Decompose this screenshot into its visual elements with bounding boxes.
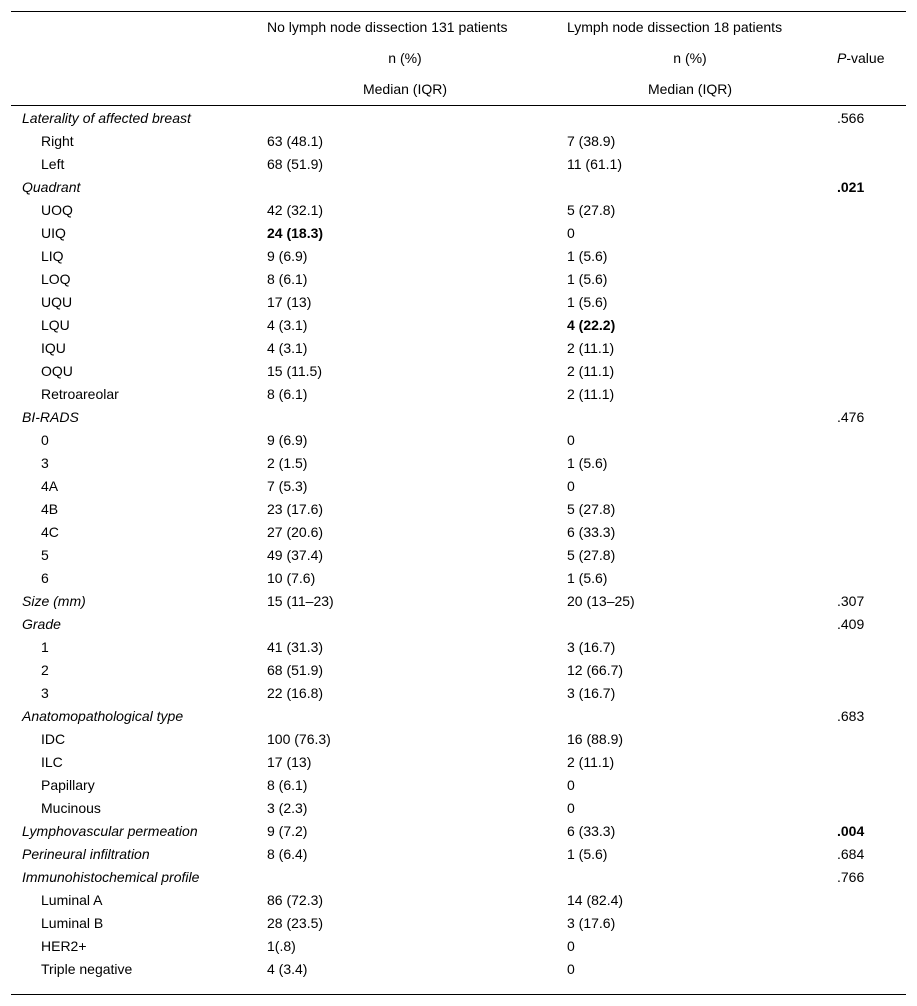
no-dissection-value: 8 (6.1) [267, 777, 308, 793]
header-col-dissection-median: Median (IQR) [647, 81, 733, 97]
row-label: UOQ [41, 202, 73, 218]
no-dissection-value: 86 (72.3) [267, 892, 324, 908]
table-row-category [11, 820, 906, 843]
row-label: Size (mm) [22, 593, 86, 609]
dissection-value: 5 (27.8) [567, 202, 616, 218]
p-value: .307 [837, 593, 865, 609]
dissection-value: 3 (16.7) [567, 639, 616, 655]
row-label: UIQ [41, 225, 66, 241]
table-row [11, 268, 906, 291]
table-row [11, 153, 906, 176]
no-dissection-value: 41 (31.3) [267, 639, 324, 655]
dissection-value: 5 (27.8) [567, 547, 616, 563]
dissection-value: 20 (13–25) [567, 593, 635, 609]
table-row [11, 245, 906, 268]
no-dissection-value: 8 (6.1) [267, 386, 308, 402]
table-row [11, 682, 906, 705]
dissection-value: 0 [567, 225, 575, 241]
no-dissection-value: 22 (16.8) [267, 685, 324, 701]
p-value: .409 [837, 616, 865, 632]
no-dissection-value: 27 (20.6) [267, 524, 324, 540]
row-label: UQU [41, 294, 73, 310]
row-label: Retroareolar [41, 386, 119, 402]
no-dissection-value: 3 (2.3) [267, 800, 308, 816]
row-label: LOQ [41, 271, 71, 287]
row-label: Immunohistochemical profile [22, 869, 200, 885]
table-row [11, 130, 906, 153]
row-label: 1 [41, 639, 49, 655]
row-label: 3 [41, 455, 49, 471]
row-label: LQU [41, 317, 70, 333]
table-row [11, 935, 906, 958]
no-dissection-value: 8 (6.4) [267, 846, 308, 862]
no-dissection-value: 49 (37.4) [267, 547, 324, 563]
header-col-no-dissection-median: Median (IQR) [362, 81, 448, 97]
dissection-value: 11 (61.1) [567, 156, 622, 172]
row-label: 6 [41, 570, 49, 586]
no-dissection-value: 15 (11–23) [267, 593, 334, 609]
row-label: Mucinous [41, 800, 101, 816]
table-row [11, 774, 906, 797]
dissection-value: 4 (22.2) [567, 317, 616, 333]
table-row-category [11, 866, 906, 889]
table-row [11, 958, 906, 981]
row-label: 4B [41, 501, 59, 517]
table-row [11, 521, 906, 544]
no-dissection-value: 42 (32.1) [267, 202, 324, 218]
no-dissection-value: 28 (23.5) [267, 915, 324, 931]
header-bottom-rule [11, 105, 906, 106]
no-dissection-value: 23 (17.6) [267, 501, 324, 517]
row-label: Papillary [41, 777, 95, 793]
no-dissection-value: 2 (1.5) [267, 455, 308, 471]
table-row [11, 659, 906, 682]
table-row-category [11, 705, 906, 728]
table-row [11, 728, 906, 751]
table-row [11, 314, 906, 337]
table-row [11, 291, 906, 314]
row-label: 2 [41, 662, 49, 678]
dissection-value: 0 [567, 938, 575, 954]
row-label: BI-RADS [22, 409, 79, 425]
table-row [11, 544, 906, 567]
p-value: .021 [837, 179, 865, 195]
row-label: Triple negative [41, 961, 133, 977]
row-label: ILC [41, 754, 63, 770]
row-label: Luminal A [41, 892, 103, 908]
row-label: Left [41, 156, 65, 172]
dissection-value: 12 (66.7) [567, 662, 624, 678]
no-dissection-value: 10 (7.6) [267, 570, 316, 586]
no-dissection-value: 17 (13) [267, 754, 312, 770]
dissection-value: 1 (5.6) [567, 846, 608, 862]
dissection-value: 0 [567, 800, 575, 816]
p-value: .004 [837, 823, 865, 839]
row-label: Anatomopathological type [22, 708, 184, 724]
no-dissection-value: 68 (51.9) [267, 156, 324, 172]
table-row [11, 383, 906, 406]
no-dissection-value: 68 (51.9) [267, 662, 324, 678]
dissection-value: 2 (11.1) [567, 754, 615, 770]
no-dissection-value: 15 (11.5) [267, 363, 322, 379]
p-value: .683 [837, 708, 865, 724]
no-dissection-value: 1(.8) [267, 938, 296, 954]
no-dissection-value: 7 (5.3) [267, 478, 308, 494]
table-row-category [11, 590, 906, 613]
no-dissection-value: 8 (6.1) [267, 271, 308, 287]
row-label: Grade [22, 616, 61, 632]
header-col-no-dissection-npct: n (%) [388, 50, 422, 66]
dissection-value: 1 (5.6) [567, 570, 608, 586]
dissection-value: 0 [567, 432, 575, 448]
no-dissection-value: 17 (13) [267, 294, 312, 310]
no-dissection-value: 9 (7.2) [267, 823, 308, 839]
row-label: 4A [41, 478, 59, 494]
pvalue-italic-p: P [837, 50, 847, 66]
table-row [11, 912, 906, 935]
table-row [11, 222, 906, 245]
no-dissection-value: 24 (18.3) [267, 225, 324, 241]
row-label: Luminal B [41, 915, 104, 931]
table-row [11, 360, 906, 383]
dissection-value: 1 (5.6) [567, 294, 608, 310]
table-row [11, 797, 906, 820]
no-dissection-value: 4 (3.1) [267, 317, 308, 333]
no-dissection-value: 100 (76.3) [267, 731, 331, 747]
dissection-value: 0 [567, 478, 575, 494]
dissection-value: 2 (11.1) [567, 340, 615, 356]
dissection-value: 6 (33.3) [567, 524, 616, 540]
table-row [11, 452, 906, 475]
row-label: 3 [41, 685, 49, 701]
row-label: Laterality of affected breast [22, 110, 191, 126]
header-col-dissection-title: Lymph node dissection 18 patients [567, 19, 783, 35]
table-row [11, 567, 906, 590]
dissection-value: 14 (82.4) [567, 892, 624, 908]
row-label: Quadrant [22, 179, 81, 195]
row-label: OQU [41, 363, 73, 379]
row-label: 0 [41, 432, 49, 448]
no-dissection-value: 63 (48.1) [267, 133, 324, 149]
no-dissection-value: 9 (6.9) [267, 432, 308, 448]
row-label: 5 [41, 547, 49, 563]
table-row-category [11, 843, 906, 866]
row-label: Lymphovascular permeation [22, 823, 198, 839]
dissection-value: 1 (5.6) [567, 455, 608, 471]
row-label: LIQ [41, 248, 64, 264]
dissection-value: 5 (27.8) [567, 501, 616, 517]
row-label: Right [41, 133, 74, 149]
no-dissection-value: 4 (3.4) [267, 961, 308, 977]
p-value: .566 [837, 110, 865, 126]
p-value: .476 [837, 409, 865, 425]
row-label: IDC [41, 731, 66, 747]
pvalue-suffix: -value [846, 50, 885, 66]
row-label: IQU [41, 340, 66, 356]
table-row-category [11, 176, 906, 199]
dissection-value: 1 (5.6) [567, 248, 608, 264]
dissection-value: 2 (11.1) [567, 363, 615, 379]
row-label: Perineural infiltration [22, 846, 150, 862]
no-dissection-value: 9 (6.9) [267, 248, 308, 264]
header-col-dissection-npct: n (%) [673, 50, 707, 66]
dissection-value: 1 (5.6) [567, 271, 608, 287]
p-value: .766 [837, 869, 865, 885]
dissection-value: 0 [567, 777, 575, 793]
table-top-rule [11, 11, 906, 12]
table-row [11, 199, 906, 222]
table-bottom-rule [11, 994, 906, 995]
table-row-category [11, 107, 906, 130]
row-label: 4C [41, 524, 59, 540]
table-row [11, 751, 906, 774]
p-value: .684 [837, 846, 865, 862]
table-row [11, 889, 906, 912]
dissection-value: 3 (17.6) [567, 915, 616, 931]
table-row-category [11, 406, 906, 429]
table-row [11, 498, 906, 521]
dissection-value: 7 (38.9) [567, 133, 616, 149]
dissection-value: 0 [567, 961, 575, 977]
row-label: HER2+ [41, 938, 87, 954]
header-col-pvalue [837, 49, 884, 67]
header-col-no-dissection-title: No lymph node dissection 131 patients [267, 19, 508, 35]
no-dissection-value: 4 (3.1) [267, 340, 308, 356]
table-row-category [11, 613, 906, 636]
dissection-value: 2 (11.1) [567, 386, 615, 402]
table-row [11, 475, 906, 498]
table-row [11, 636, 906, 659]
table-row [11, 337, 906, 360]
dissection-value: 16 (88.9) [567, 731, 624, 747]
dissection-value: 6 (33.3) [567, 823, 616, 839]
dissection-value: 3 (16.7) [567, 685, 616, 701]
table-row [11, 429, 906, 452]
